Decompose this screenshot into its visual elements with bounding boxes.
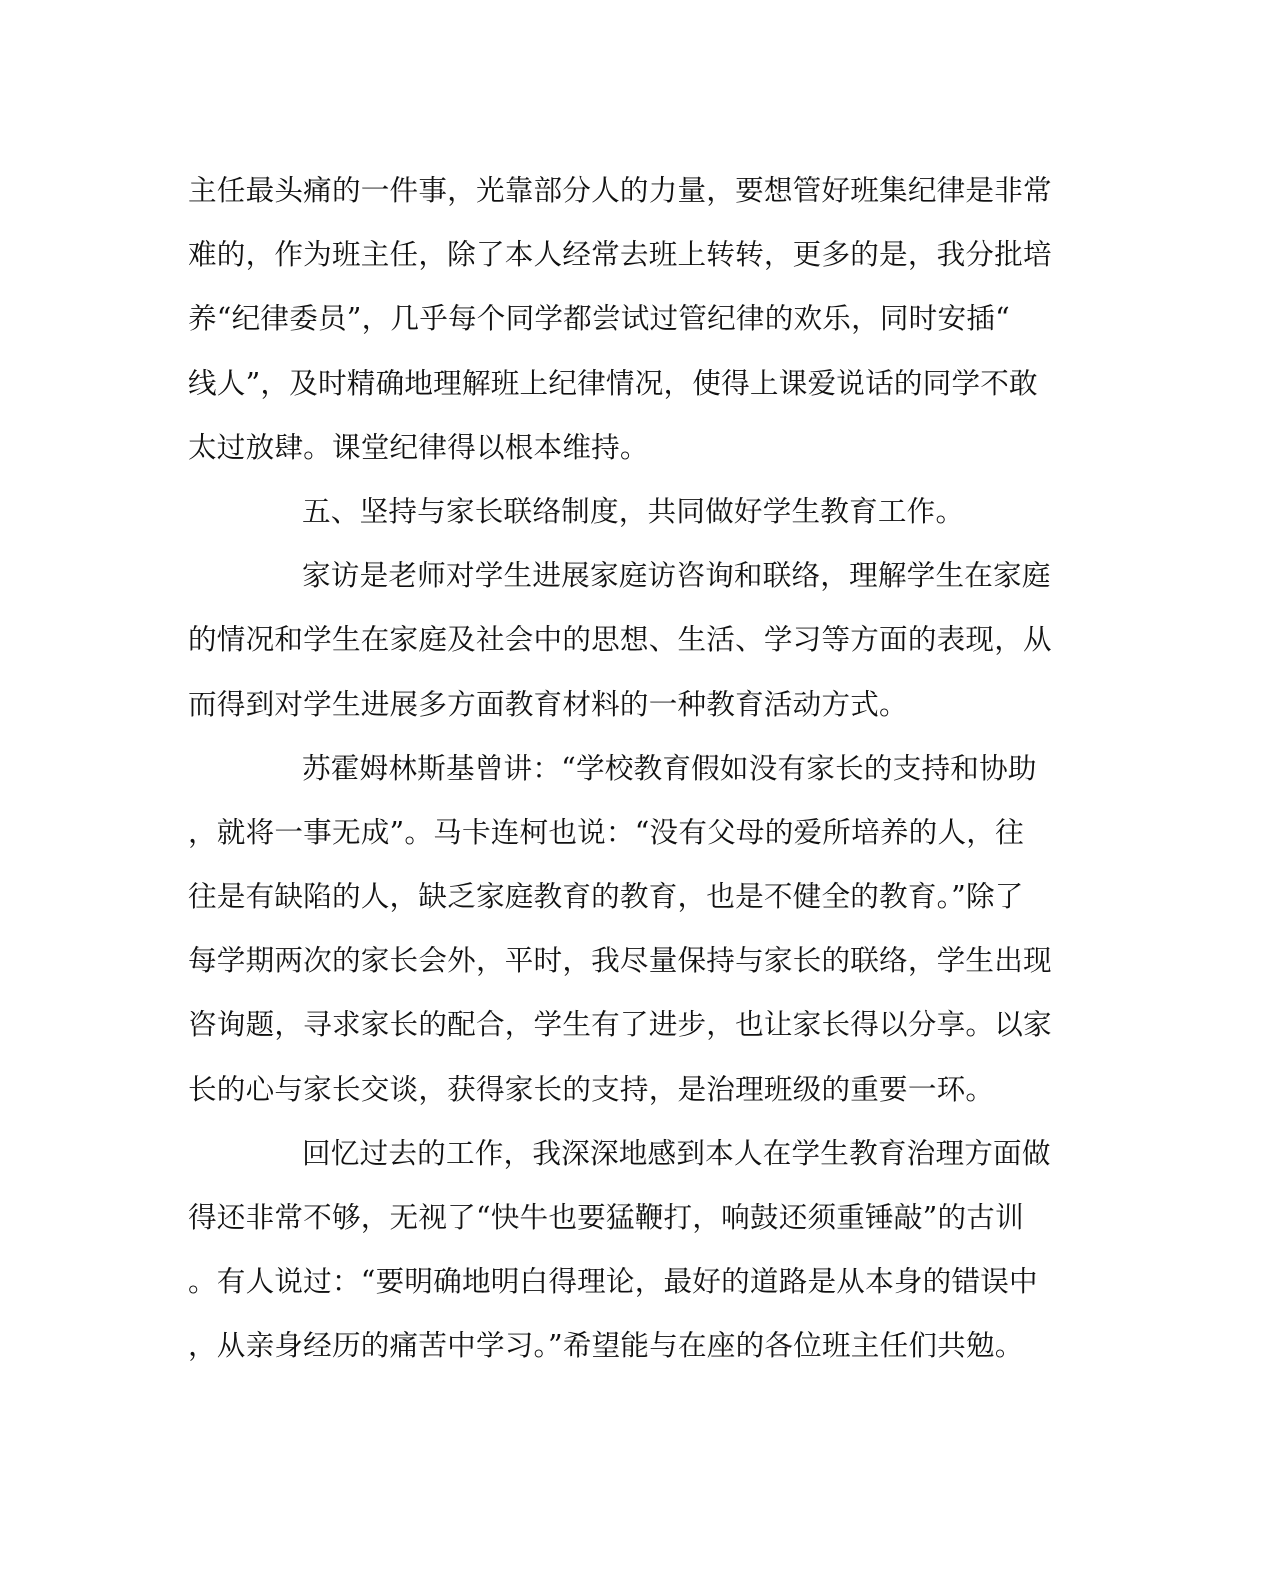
text-line: 得还非常不够，无视了“快牛也要猛鞭打，响鼓还须重锤敲”的古训 — [188, 1200, 1024, 1234]
text-line: 主任最头痛的一件事，光靠部分人的力量，要想管好班集纪律是非常 — [188, 173, 1052, 207]
text-line: 线人”，及时精确地理解班上纪律情况，使得上课爱说话的同学不敢 — [188, 365, 1038, 400]
paragraph-first-line: 回忆过去的工作，我深深地感到本人在学生教育治理方面做 — [302, 1135, 1051, 1170]
text-line: ，就将一事无成”。马卡连柯也说：“没有父母的爱所培养的人，往 — [188, 814, 1024, 849]
text-line: 。有人说过：“要明确地明白得理论，最好的道路是从本身的错误中 — [188, 1264, 1038, 1299]
text-line: 太过放肆。课堂纪律得以根本维持。 — [188, 429, 649, 464]
section-heading-line: 五、坚持与家长联络制度，共同做好学生教育工作。 — [302, 493, 965, 528]
text-line: ，从亲身经历的痛苦中学习。”希望能与在座的各位班主任们共勉。 — [188, 1328, 1024, 1363]
text-line: 难的，作为班主任，除了本人经常去班上转转，更多的是，我分批培 — [188, 237, 1052, 272]
text-line: 而得到对学生进展多方面教育材料的一种教育活动方式。 — [188, 686, 908, 721]
text-line: 咨询题，寻求家长的配合，学生有了进步，也让家长得以分享。以家 — [188, 1007, 1052, 1042]
paragraph-first-line: 家访是老师对学生进展家庭访咨询和联络，理解学生在家庭 — [302, 558, 1051, 593]
text-line: 的情况和学生在家庭及社会中的思想、生活、学习等方面的表现，从 — [188, 622, 1052, 657]
text-line: 养“纪律委员”，几乎每个同学都尝试过管纪律的欢乐，同时安插“ — [188, 301, 1010, 336]
paragraph-first-line: 苏霍姆林斯基曾讲：“学校教育假如没有家长的支持和协助 — [302, 750, 1037, 785]
body-text — [188, 158, 1050, 1378]
text-line: 往是有缺陷的人，缺乏家庭教育的教育，也是不健全的教育。”除了 — [188, 879, 1024, 914]
text-line: 长的心与家长交谈，获得家长的支持，是治理班级的重要一环。 — [188, 1071, 995, 1106]
text-line: 每学期两次的家长会外，平时，我尽量保持与家长的联络，学生出现 — [188, 943, 1052, 978]
